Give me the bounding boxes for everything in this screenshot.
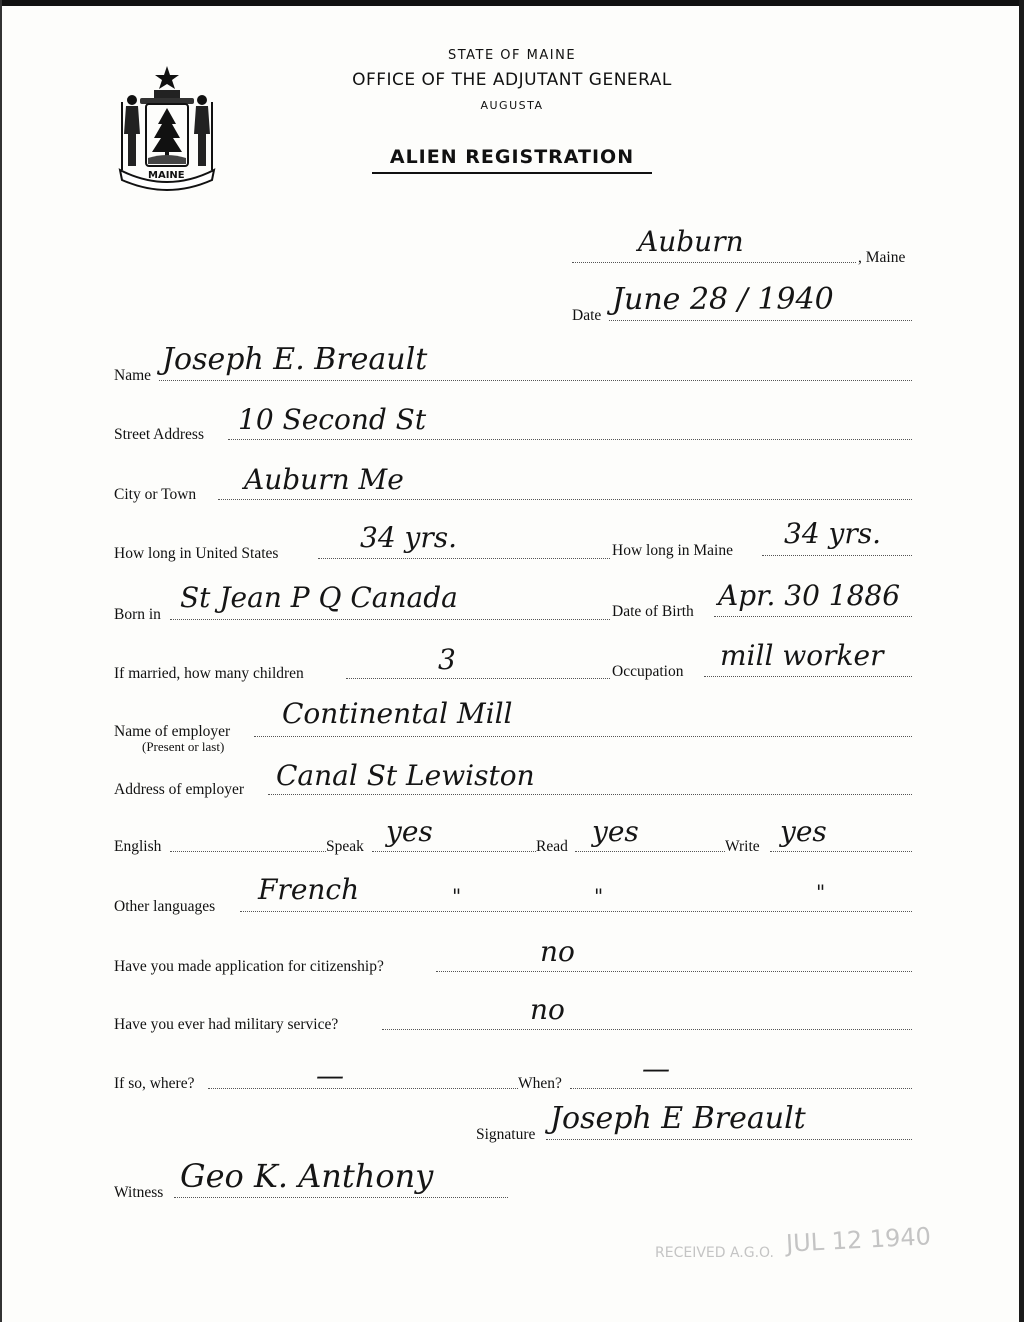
employer-note: (Present or last) — [142, 739, 225, 754]
speak-field-line — [372, 851, 536, 852]
military-field-line — [382, 1029, 912, 1030]
other-languages-label: Other languages — [114, 898, 216, 915]
scan-border-right — [1019, 0, 1024, 1322]
when-field-line — [570, 1088, 912, 1089]
write-label: Write — [725, 838, 760, 855]
occupation-label: Occupation — [612, 663, 684, 680]
occupation-field-line — [704, 676, 912, 677]
street-value: 10 Second St — [238, 403, 427, 436]
date-of-birth-label: Date of Birth — [612, 603, 694, 620]
date-label: Date — [572, 307, 602, 324]
scan-border-left — [0, 0, 2, 1322]
employer-address-value: Canal St Lewiston — [276, 759, 535, 792]
read-field-line — [575, 851, 725, 852]
city-label: City or Town — [114, 486, 197, 503]
write-value: yes — [780, 815, 827, 848]
date-value: June 28 / 1940 — [612, 282, 834, 317]
occupation-value: mill worker — [720, 639, 884, 672]
employer-label: Name of employer — [114, 723, 231, 740]
form-title: ALIEN REGISTRATION — [389, 146, 635, 168]
name-label: Name — [114, 367, 152, 384]
other-languages-ditto-2: " — [594, 884, 604, 908]
where-label: If so, where? — [114, 1075, 195, 1092]
read-label: Read — [536, 838, 568, 855]
witness-label: Witness — [114, 1184, 164, 1201]
header-office: OFFICE OF THE ADJUTANT GENERAL — [352, 70, 672, 90]
employer-address-label: Address of employer — [114, 781, 244, 798]
how-long-us-field-line — [318, 558, 610, 559]
name-field-line — [159, 380, 912, 381]
other-languages-value: French — [258, 873, 360, 906]
born-in-label: Born in — [114, 606, 161, 623]
date-of-birth-field-line — [714, 616, 912, 617]
read-value: yes — [592, 815, 639, 848]
military-value: no — [530, 993, 565, 1026]
how-long-us-label: How long in United States — [114, 545, 279, 562]
header-city: AUGUSTA — [480, 99, 544, 112]
witness-field-line — [174, 1197, 508, 1198]
signature-value: Joseph E Breault — [550, 1101, 806, 1136]
other-languages-ditto-3: " — [816, 880, 826, 904]
how-long-maine-field-line — [762, 555, 912, 556]
header-state: STATE OF MAINE — [447, 48, 577, 63]
city-value: Auburn Me — [244, 463, 404, 496]
employer-value: Continental Mill — [282, 697, 513, 730]
speak-label: Speak — [326, 838, 364, 855]
name-value: Joseph E. Breault — [162, 342, 428, 377]
children-field-line — [346, 678, 610, 679]
town-value: Auburn — [638, 225, 744, 258]
title-underline — [372, 172, 652, 174]
street-label: Street Address — [114, 426, 204, 443]
date-of-birth-value: Apr. 30 1886 — [718, 579, 901, 612]
how-long-us-value: 34 yrs. — [360, 521, 458, 554]
employer-field-line — [254, 736, 912, 737]
seal-scroll-text: MAINE — [148, 170, 185, 181]
children-label: If married, how many children — [114, 665, 304, 682]
other-languages-field-line — [240, 911, 912, 912]
received-stamp-label: RECEIVED A.G.O. — [655, 1245, 774, 1261]
city-field-line — [218, 499, 912, 500]
town-field-line — [572, 262, 856, 263]
signature-label: Signature — [476, 1126, 536, 1143]
scan-border-top — [0, 0, 1024, 6]
street-field-line — [228, 439, 912, 440]
citizenship-field-line — [436, 971, 912, 972]
received-stamp-date: JUL 12 1940 — [785, 1222, 932, 1258]
employer-address-field-line — [268, 794, 912, 795]
witness-value: Geo K. Anthony — [180, 1157, 434, 1195]
children-value: 3 — [438, 643, 456, 676]
speak-value: yes — [386, 815, 433, 848]
write-field-line — [770, 851, 912, 852]
maine-label: , Maine — [858, 249, 906, 266]
english-label: English — [114, 838, 162, 855]
military-label: Have you ever had military service? — [114, 1016, 339, 1033]
how-long-maine-label: How long in Maine — [612, 542, 733, 559]
born-in-field-line — [170, 619, 610, 620]
date-field-line — [609, 320, 912, 321]
when-label: When? — [518, 1075, 562, 1092]
how-long-maine-value: 34 yrs. — [784, 517, 882, 550]
english-field-line — [170, 851, 326, 852]
when-value: — — [642, 1052, 670, 1085]
where-field-line — [208, 1088, 518, 1089]
citizenship-label: Have you made application for citizenship? — [114, 958, 384, 975]
where-value: — — [316, 1059, 344, 1092]
citizenship-value: no — [540, 935, 575, 968]
other-languages-ditto-1: " — [452, 884, 462, 908]
born-in-value: St Jean P Q Canada — [180, 581, 458, 614]
signature-field-line — [546, 1139, 912, 1140]
